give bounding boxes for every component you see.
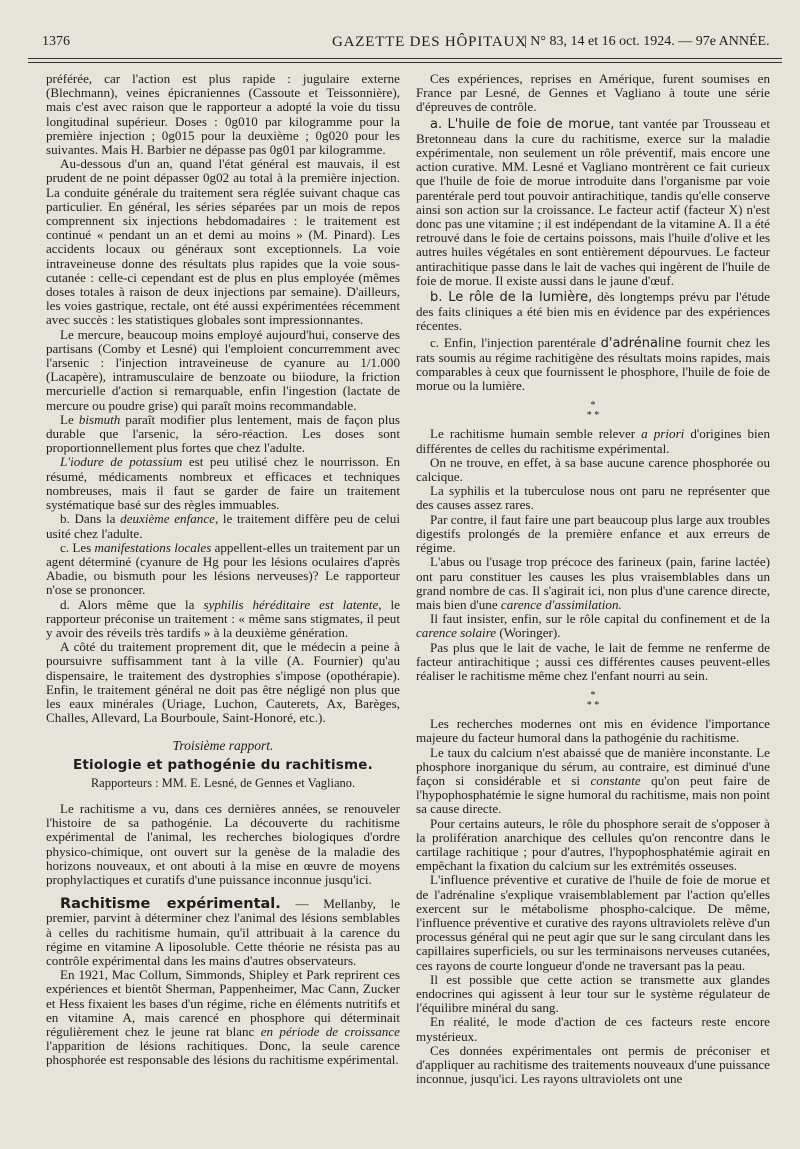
paragraph: Par contre, il faut faire une part beaucoup plus large aux troubles digestifs prolongés de la première enfance et aux erreurs de régime. xyxy=(416,511,770,556)
left-column xyxy=(46,72,400,1068)
paragraph: La syphilis et la tuberculose nous ont paru ne représenter que des causes assez rares. xyxy=(416,483,770,513)
paragraph: A côté du traitement proprement dit, que le médecin a peine à poursuivre suffisamment tant à la ville (A. Fournier) qu'au dispensaire, le traitement des dystrophies s'impose (opothérapie). Enfin, le traitement général ne doit pas être négligé non plus que les eaux minérales (Uriage, Luchon, Cauterets, Ax, Barèges, Challes, Allevard, La Bourboule, Saint-Honoré, etc.). xyxy=(46,639,400,726)
section-label: Troisième rapport. xyxy=(172,738,274,754)
issue-info: | N° 83, 14 et 16 oct. 1924. — 97e ANNÉE. xyxy=(524,34,770,49)
paragraph: Le taux du calcium n'est abaissé que de manière inconstante. Le phosphore inorganique du sérum, au contraire, est diminué d'une façon si considérable et si constante qu'on peut faire de l'hypophosphatémie le signe humoral du rachitisme, mais non point sa cause directe. xyxy=(416,744,771,817)
paragraph: Au-dessous d'un an, quand l'état général est mauvais, il est prudent de ne point dépasser 0g02 au total à la première injection. La conduite générale du traitement sera réglée suivant chaque cas particulier. En général, les séries séparées par un mois de repos comprennent six injections hebdomadaires : le traitement est continué « pendant un an et demi au moins » (M. Pinard). Les accidents locaux ou généraux sont exceptionnels. La voie intraveineuse donne des résultats plus rapides que la voie sous-cutanée : celle-ci cependant est de plus en plus employée (mêmes doses totales à raison de deux injections par semaine). D'ailleurs, les voies gastrique, rectale, ont été aussi expérimentées récemment avec succès : les statistiques globales sont impressionnantes. xyxy=(46,156,400,328)
paragraph: Pour certains auteurs, le rôle du phosphore serait de s'opposer à la prolifération anarchique des cellules qu'on rencontre dans le cartilage rachitique ; pour d'autres, l'hypophosphatémie agirait en empêchant la fixation du calcium sur les extrémités osseuses. xyxy=(416,815,770,874)
page-number: 1376 xyxy=(42,34,70,49)
paragraph: b. Dans la deuxième enfance, le traitement diffère peu de celui usité chez l'adulte. xyxy=(46,511,400,541)
section-separator: * * * xyxy=(586,400,600,422)
paragraph: Ces données expérimentales ont permis de préconiser et d'appliquer au rachitisme des traitements nouveaux d'une puissance inconnue, jusqu'ici. Les rayons ultraviolets ont une xyxy=(416,1042,770,1087)
paragraph: Il faut insister, enfin, sur le rôle capital du confinement et de la carence solaire (Woringer). xyxy=(416,611,770,641)
paragraph: L'abus ou l'usage trop précoce des farineux (pain, farine lactée) ont paru constituer les causes les plus vraisemblables dans un grand nombre de cas. Il s'agirait ici, non plus d'une carence directe, mais bien d'une carence d'assimilation. xyxy=(416,554,770,612)
paragraph: a. L'huile de foie de morue, tant vantée par Trousseau et Bretonneau dans la cure du rachitisme, exerce sur la maladie expérimentale, non seulement un rôle préventif, mais encore une action curative. MM. Lesné et Vagliano montrèrent ce fait curieux que l'huile de foie de morue introduite dans l'organisme par voie parentérale perd tout pouvoir antirachitique, tandis qu'elle conserve ainsi son action sur la croissance. Le facteur actif (facteur X) n'est donc pas une vitamine ; il est indépendant de la vitamine A. Il a été retrouvé dans le foie de certains poissons, mais l'huile d'olive et les autres huiles végétales en sont entièrement dépourvues. Le facteur antirachitique passe dans le lait de vaches qui ingèrent de l'huile de foie de morue. Il existe aussi dans le jaune d'œuf. xyxy=(416,115,771,288)
paragraph: Rachitisme expérimental. — Mellanby, le premier, parvint à déterminer chez l'animal des lésions semblables à celles du rachitisme humain, qu'il attribuait à la carence du régime en vitamine A liposoluble. Cette théorie ne résista pas au contrôle expérimental dans les mains d'autres observateurs. xyxy=(46,896,400,968)
paragraph: d. Alors même que la syphilis héréditaire est latente, le rapporteur préconise un traitement : « même sans stigmates, il peut y avoir des réveils très tardifs » à la deuxième génération. xyxy=(46,596,400,640)
subheading: b. Le rôle de la lumière, xyxy=(430,290,593,306)
paragraph: Le bismuth paraît modifier plus lentement, mais de façon plus durable que l'arsenic, la séro-réaction. Les doses sont proportionnellement plus fortes que chez l'adulte. xyxy=(46,411,400,456)
paragraph: Le mercure, beaucoup moins employé aujourd'hui, conserve des partisans (Comby et Lesné) qui l'emploient concurremment avec l'arsenic : l'injection intraveineuse de cyanure au 1/1.000 (Lacapère), intramusculaire de benzoate ou biiodure, la friction mercurielle d'action si remarquable, enfin l'ingestion (lactate de mercure ou poudre grise) qui paraît moins recommandable. xyxy=(46,326,400,413)
page-header xyxy=(22,30,786,56)
header-rule xyxy=(28,58,782,59)
section-title: Etiologie et pathogénie du rachitisme. xyxy=(72,756,373,773)
paragraph: c. Les manifestations locales appellent-elles un traitement par un agent déterminé (cyanure de Hg pour les lésions oculaires d'après Abadie, ou bismuth pour les lésions nerveuses)? Le rapporteur n'ose se prononcer. xyxy=(46,539,400,598)
subheading: a. L'huile de foie de morue, xyxy=(430,116,615,132)
paragraph: Pas plus que le lait de vache, le lait de femme ne renferme de facteur antirachitique ; aussi ces différentes causes peuvent-elles réaliser le rachitisme même chez l'enfant nourri au sein. xyxy=(416,639,770,683)
paragraph: Les recherches modernes ont mis en évidence l'importance majeure du facteur humoral dans la pathogénie du rachitisme. xyxy=(416,716,770,746)
paragraph: b. Le rôle de la lumière, dès longtemps prévu par l'étude des faits cliniques a été bien mis en évidence par des expériences récentes. xyxy=(416,289,770,334)
paragraph: En 1921, Mac Collum, Simmonds, Shipley et Park reprirent ces expériences et bientôt Sherman, Pappenheimer, Mac Cann, Zucker et Hess fixaient les bases d'un régime, riche en éléments nutritifs et en vitamine A, mais carencé en phosphore qui déterminait régulièrement chez le jeune rat blanc en période de croissance l'apparition de lésions rachitiques. Donc, la seule carence phosphorée est responsable des lésions du rachitisme expérimental. xyxy=(46,967,400,1068)
section-separator: * * * xyxy=(586,690,600,712)
paragraph: L'influence préventive et curative de l'huile de foie de morue et de l'adrénaline s'explique vraisemblablement par l'action qu'elles exercent sur le métabolisme phospho-calcique. De même, l'influence préventive et curative des rayons ultraviolets relève d'un processus général qui ne peut agir que sur le sang circulant dans les capillaires superficiels, ou sur les terminaisons nerveuses cutanées, ces rayons de courte longueur d'onde ne traversant pas la peau. xyxy=(416,872,770,973)
rapporteurs-line: Rapporteurs : MM. E. Lesné, de Gennes et Vagliano. xyxy=(90,775,356,790)
paragraph: Le rachitisme humain semble relever a priori d'origines bien différentes de celles du rachitisme expérimental. xyxy=(416,426,770,456)
right-column xyxy=(416,72,770,1086)
header-rule-thin xyxy=(28,62,782,63)
paragraph: En réalité, le mode d'action de ces facteurs reste encore mystérieux. xyxy=(416,1014,770,1044)
paragraph: On ne trouve, en effet, à sa base aucune carence phosphorée ou calcique. xyxy=(416,454,770,485)
subheading: Rachitisme expérimental. xyxy=(60,896,281,913)
paragraph: préférée, car l'action est plus rapide : jugulaire externe (Blechmann), veines épicraniennes (Cassoute et Teissonnière), mais c'est avec raison que le rapporteur a adopté la voie du tissu longitudinal supérieur. Doses : 0g010 par kilogramme pour la première injection ; 0g015 pour la deuxième ; 0g020 pour les suivantes. Mais H. Barbier ne dépasse pas 0g01 par kilogramme. xyxy=(46,71,400,158)
paragraph: Ces expériences, reprises en Amérique, furent soumises en France par Lesné, de Gennes et Vagliano à toute une série d'épreuves de contrôle. xyxy=(416,71,770,115)
journal-title: GAZETTE DES HÔPITAUX xyxy=(332,34,527,50)
paragraph: c. Enfin, l'injection parentérale d'adrénaline fournit chez les rats soumis au régime rachitigène des résultats moins rapides, mais comparables à ceux que fournissent le phosphore, l'huile de foie de morue ou la lumière. xyxy=(416,334,770,394)
paragraph: Il est possible que cette action se transmette aux glandes endocrines qui agissent à leur tour sur le système régulateur de l'équilibre minéral du sang. xyxy=(416,971,770,1016)
paragraph: L'iodure de potassium est peu utilisé chez le nourrisson. En résumé, médicaments nombreux et efficaces et techniques nombreuses, mais il faut se garder de faire un traitement systématique basé sur des règles immuables. xyxy=(46,454,400,513)
paragraph: Le rachitisme a vu, dans ces dernières années, se renouveler l'histoire de sa pathogénie. La découverte du rachitisme expérimental de l'animal, les recherches biologiques d'ordre physico-chimique, ont ouvert sur la genèse de la maladie des horizons nouveaux, et ont abouti à la mise en œuvre de moyens prophylactiques et curatifs d'une puissance inconnue jusqu'ici. xyxy=(46,800,400,887)
